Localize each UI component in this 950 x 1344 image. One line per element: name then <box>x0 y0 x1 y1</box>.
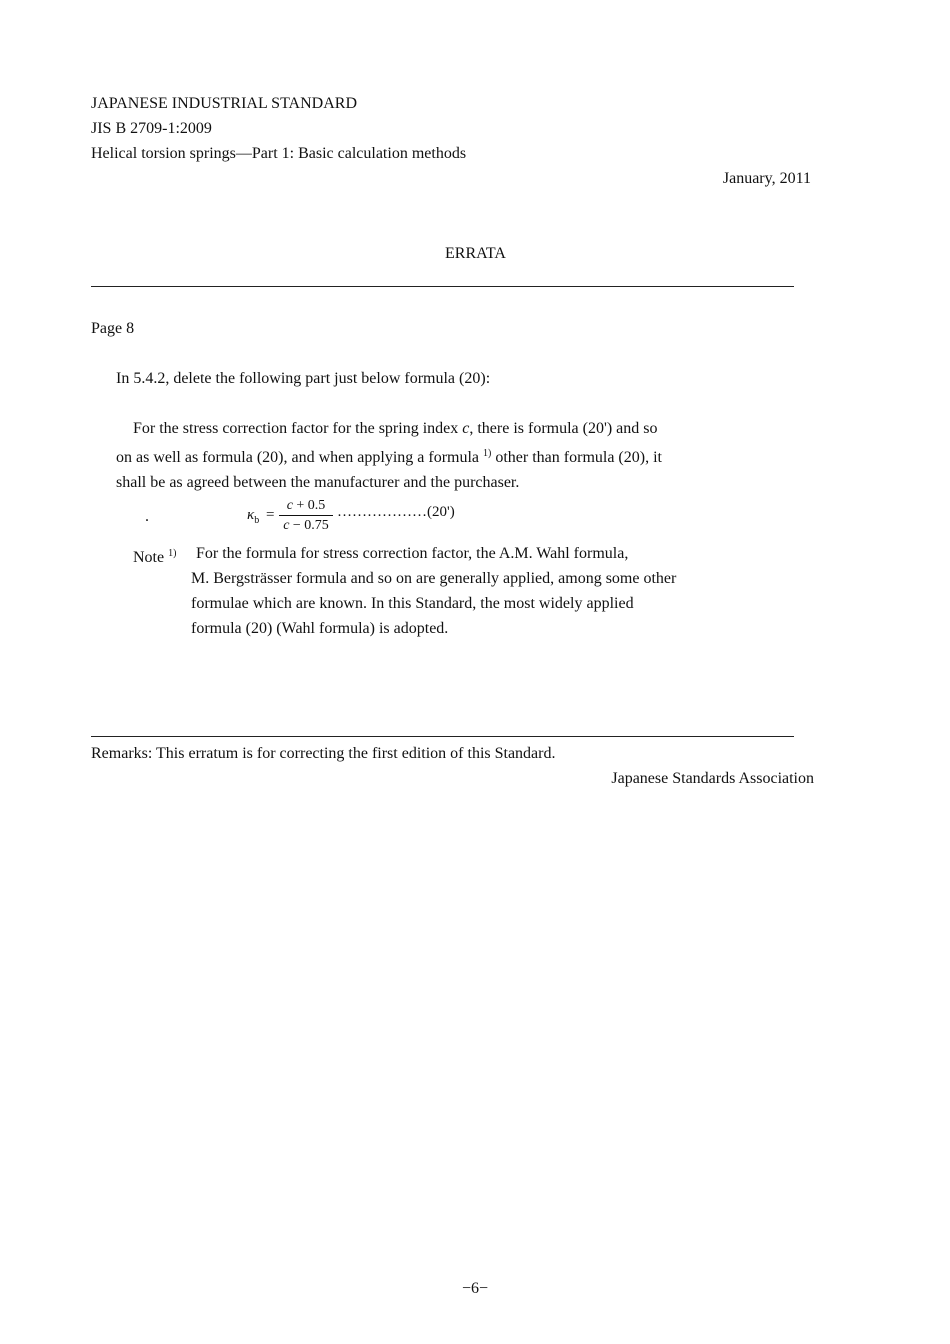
note-line: M. Bergsträsser formula and so on are generally applied, among some other <box>191 570 677 587</box>
deleted-line-2: on as well as formula (20), and when applying a formula $^{1)}$ other than formula (20), it <box>116 448 662 466</box>
note-line: For the formula for stress correction factor, the A.M. Wahl formula, <box>196 545 629 562</box>
note-line: formulae which are known. In this Standard, the most widely applied <box>191 595 634 612</box>
deleted-line-1: For the stress correction factor for the spring index c, there is formula (20') and so <box>133 420 658 437</box>
errata-instruction: In 5.4.2, delete the following part just below formula (20): <box>116 370 491 387</box>
note-label: Note $^{1)}$ <box>133 548 177 566</box>
formula-number: ………………(20') <box>337 504 455 520</box>
standard-title: Helical torsion springs—Part 1: Basic calculation methods <box>91 145 467 162</box>
formula-fraction <box>279 497 333 534</box>
standard-code: JIS B 2709-1:2009 <box>91 120 212 137</box>
deleted-line-3: shall be as agreed between the manufacturer and the purchaser. <box>116 474 520 491</box>
footnote-ref: 1) <box>483 448 492 459</box>
publisher: Japanese Standards Association <box>611 770 814 787</box>
formula-dot: . <box>145 508 149 525</box>
top-divider <box>91 286 794 287</box>
page-reference: Page 8 <box>91 320 135 337</box>
note-line: formula (20) (Wahl formula) is adopted. <box>191 620 449 637</box>
formula-denominator: c − 0.75 <box>283 518 329 533</box>
formula-symbol: $\kappa_b$ <box>247 507 260 526</box>
standard-org: JAPANESE INDUSTRIAL STANDARD <box>91 95 357 112</box>
note-text <box>191 541 676 641</box>
deleted-paragraph <box>116 416 662 495</box>
page-number: −6− <box>461 1280 489 1297</box>
formula-numerator: c + 0.5 <box>279 497 333 516</box>
remarks: Remarks: This erratum is for correcting the first edition of this Standard. <box>91 745 556 762</box>
formula-equals: = <box>266 507 275 523</box>
issue-date: January, 2011 <box>722 170 811 187</box>
errata-heading: ERRATA <box>445 245 506 262</box>
bottom-divider <box>91 736 794 737</box>
